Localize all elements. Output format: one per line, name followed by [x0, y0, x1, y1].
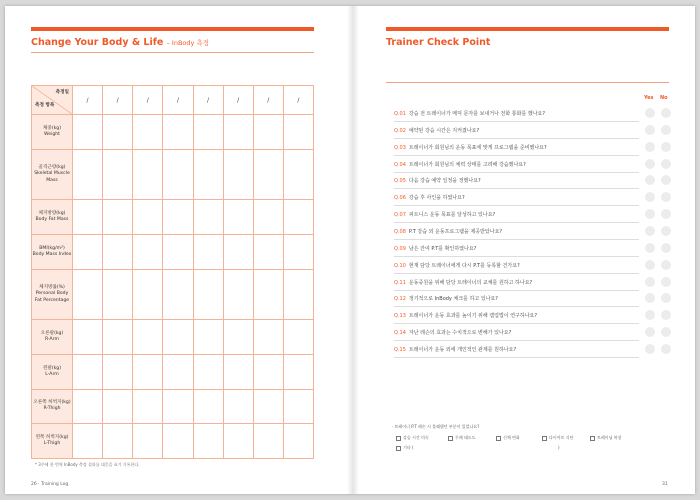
measure-cell[interactable] — [283, 320, 313, 355]
question-text: 피트니스 운동 목표를 달성하고 있나요? — [408, 212, 496, 219]
measure-cell[interactable] — [253, 269, 283, 320]
option-checkbox[interactable] — [396, 435, 429, 441]
table-row — [32, 320, 314, 355]
measure-cell[interactable] — [223, 115, 253, 150]
row-divider — [394, 172, 639, 173]
option-label: 강습 시간 미숙 — [403, 435, 429, 440]
yes-radio[interactable] — [645, 344, 655, 354]
question-item — [394, 279, 532, 286]
checkbox-icon — [396, 446, 401, 451]
measure-cell[interactable] — [253, 235, 283, 270]
row-divider — [394, 256, 639, 257]
row-label-en: Body Mass Index — [32, 251, 72, 257]
measure-cell[interactable] — [103, 320, 133, 355]
measure-cell[interactable] — [103, 200, 133, 235]
row-label — [32, 235, 73, 270]
question-text: P.T 강습 외 운동프로그램을 제공받았나요? — [408, 228, 503, 235]
measure-cell[interactable] — [283, 149, 313, 200]
measure-cell[interactable] — [163, 355, 193, 390]
corner-header-cell — [32, 86, 73, 115]
measure-cell[interactable] — [253, 355, 283, 390]
left-page — [5, 6, 350, 494]
date-cell[interactable]: / — [73, 86, 103, 115]
question-number: Q.06 — [394, 195, 406, 202]
no-radio[interactable] — [661, 310, 671, 320]
table-footnote: * 3주에 한 번씩 InBody 측정 결과를 대응을 표기 기록한다. — [35, 462, 140, 467]
no-radio[interactable] — [661, 125, 671, 135]
measure-cell[interactable] — [253, 200, 283, 235]
row-label-en: L-Thigh — [43, 441, 61, 447]
question-item — [394, 245, 476, 252]
question-number: Q.13 — [394, 313, 406, 320]
date-cell[interactable]: / — [133, 86, 163, 115]
title-underline — [31, 52, 314, 53]
row-label — [32, 149, 73, 200]
yes-radio[interactable] — [645, 175, 655, 185]
checkbox-icon — [448, 436, 453, 441]
row-label — [32, 389, 73, 424]
row-divider — [394, 138, 639, 139]
row-label-ko: 오른팔(kg) — [40, 330, 64, 336]
question-text: 다음 강습 예약 일정을 정했나요? — [408, 178, 481, 185]
measure-cell[interactable] — [103, 235, 133, 270]
measure-cell[interactable] — [73, 389, 103, 424]
date-cell[interactable]: / — [253, 86, 283, 115]
row-divider — [394, 222, 639, 223]
date-cell[interactable]: / — [163, 86, 193, 115]
no-radio[interactable] — [661, 277, 671, 287]
question-text: 트레이너가 운동 효과를 높이기 위해 캠업법이 연구하나요? — [408, 313, 538, 320]
measure-cell[interactable] — [133, 320, 163, 355]
no-radio[interactable] — [661, 293, 671, 303]
no-radio[interactable] — [661, 108, 671, 118]
measure-cell[interactable] — [133, 115, 163, 150]
date-cell[interactable]: / — [223, 86, 253, 115]
measure-cell[interactable] — [253, 320, 283, 355]
measure-cell[interactable] — [133, 149, 163, 200]
measure-cell[interactable] — [223, 424, 253, 459]
page-number: 31 — [662, 482, 668, 487]
yes-radio[interactable] — [645, 125, 655, 135]
table-row — [32, 355, 314, 390]
question-item — [394, 295, 498, 302]
measure-cell[interactable] — [193, 149, 223, 200]
table-row — [32, 424, 314, 459]
page-title-text: Change Your Body & Life — [31, 37, 164, 48]
option-label: 신체 변화 — [503, 435, 520, 440]
question-item — [394, 312, 537, 319]
measure-cell[interactable] — [73, 355, 103, 390]
row-label — [32, 424, 73, 459]
no-radio[interactable] — [661, 344, 671, 354]
right-page — [350, 6, 695, 494]
measure-cell[interactable] — [103, 269, 133, 320]
yes-radio[interactable] — [645, 310, 655, 320]
no-radio[interactable] — [661, 159, 671, 169]
measure-cell[interactable] — [223, 149, 253, 200]
measure-cell[interactable] — [103, 355, 133, 390]
row-label — [32, 320, 73, 355]
measure-cell[interactable] — [223, 389, 253, 424]
row-label-ko: 골격근량(kg) — [38, 165, 66, 171]
row-label-ko: BMI(kg/m²) — [39, 245, 65, 251]
title-underline — [386, 82, 669, 83]
row-label-en: Skeletal Muscle Mass — [34, 171, 70, 183]
measure-cell[interactable] — [283, 115, 313, 150]
page-title: Trainer Check Point — [386, 37, 491, 48]
question-number: Q.11 — [394, 279, 406, 286]
measure-cell[interactable] — [253, 389, 283, 424]
measure-cell[interactable] — [73, 235, 103, 270]
measure-cell[interactable] — [103, 115, 133, 150]
measure-cell[interactable] — [193, 320, 223, 355]
page-title — [31, 37, 209, 48]
page-subtitle: – InBody 측정 — [166, 39, 209, 47]
yes-radio[interactable] — [645, 293, 655, 303]
top-accent-bar — [386, 27, 669, 31]
question-number: Q.07 — [394, 212, 406, 219]
no-radio[interactable] — [661, 142, 671, 152]
row-label-en: Personal Body Fat Percentage — [34, 291, 70, 303]
question-number: Q.01 — [394, 111, 406, 117]
question-text: 현재 담당 트레이너에게 다시 P.T를 등록할 건가요? — [408, 262, 520, 269]
yes-radio[interactable] — [645, 260, 655, 270]
question-item — [394, 262, 520, 269]
question-number: Q.02 — [394, 127, 406, 134]
yes-radio[interactable] — [645, 327, 655, 337]
measure-cell[interactable] — [73, 320, 103, 355]
table-row — [32, 269, 314, 320]
table-row — [32, 200, 314, 235]
checkbox-icon — [496, 436, 501, 441]
measure-cell[interactable] — [193, 269, 223, 320]
measure-cell[interactable] — [283, 424, 313, 459]
no-radio[interactable] — [661, 327, 671, 337]
question-text: 정기적으로 InBody 체크를 하고 있나요? — [408, 296, 498, 303]
row-label-ko: 왼쪽 허벅지(kg) — [35, 434, 69, 440]
measure-cell[interactable] — [73, 115, 103, 150]
yes-radio[interactable] — [645, 192, 655, 202]
header-date-label: 측정일 — [55, 90, 69, 95]
row-label — [32, 269, 73, 320]
question-item — [394, 127, 479, 134]
table-row — [32, 389, 314, 424]
yes-radio[interactable] — [645, 243, 655, 253]
measure-cell[interactable] — [73, 200, 103, 235]
measure-cell[interactable] — [193, 424, 223, 459]
page-number: 26 · Training Log — [31, 482, 69, 487]
measure-cell[interactable] — [283, 389, 313, 424]
table-row — [32, 149, 314, 200]
question-item — [394, 346, 516, 353]
question-text: 남은 잔여 P.T를 확인하였나요? — [408, 245, 477, 252]
measure-cell[interactable] — [253, 115, 283, 150]
question-item — [394, 177, 481, 184]
question-item — [394, 228, 502, 235]
row-label-en: Body Fat Mass — [35, 217, 69, 223]
measure-cell[interactable] — [283, 200, 313, 235]
question-item — [394, 161, 526, 168]
question-text: 강습 전 트레이너가 메딕 문자를 보내거나 전화 통화를 했나요? — [408, 111, 546, 117]
measure-cell[interactable] — [193, 355, 223, 390]
option-checkbox-other[interactable] — [396, 445, 414, 451]
measure-cell[interactable] — [163, 115, 193, 150]
question-text: 운동중원을 위해 담당 트레이너의 교체를 원하고 하나요? — [408, 279, 533, 286]
option-label: 다이어트 식단 — [549, 435, 574, 440]
row-divider — [394, 121, 639, 122]
measure-cell[interactable] — [223, 200, 253, 235]
measure-cell[interactable] — [163, 269, 193, 320]
measure-cell[interactable] — [73, 149, 103, 200]
date-cell[interactable]: / — [193, 86, 223, 115]
question-number: Q.03 — [394, 144, 406, 151]
measure-cell[interactable] — [223, 269, 253, 320]
row-divider — [394, 306, 639, 307]
question-item — [394, 144, 547, 151]
measure-cell[interactable] — [223, 235, 253, 270]
measure-cell[interactable] — [163, 424, 193, 459]
measure-cell[interactable] — [133, 355, 163, 390]
row-label-ko: 체지방률(%) — [39, 285, 65, 291]
question-item — [394, 211, 495, 218]
row-divider — [394, 155, 639, 156]
question-number: Q.12 — [394, 296, 406, 303]
row-label — [32, 200, 73, 235]
measure-cell[interactable] — [133, 269, 163, 320]
measure-cell[interactable] — [193, 115, 223, 150]
question-text: 트레이너가 운동 외에 개인적인 관계를 원하나요? — [408, 346, 517, 353]
row-divider — [394, 323, 639, 324]
row-label — [32, 355, 73, 390]
question-number: Q.04 — [394, 161, 406, 168]
top-accent-bar — [31, 27, 314, 31]
measure-cell[interactable] — [133, 200, 163, 235]
question-item — [394, 329, 511, 336]
measure-cell[interactable] — [163, 235, 193, 270]
option-checkbox[interactable] — [542, 435, 573, 441]
measure-cell[interactable] — [283, 269, 313, 320]
option-checkbox[interactable] — [496, 435, 520, 441]
measure-cell[interactable] — [103, 389, 133, 424]
row-divider — [394, 290, 639, 291]
row-divider — [394, 340, 639, 341]
row-label-en: L-Arm — [45, 371, 59, 377]
yes-column-label: Yes — [644, 95, 654, 101]
measure-cell[interactable] — [163, 320, 193, 355]
measure-cell[interactable] — [73, 269, 103, 320]
yes-radio[interactable] — [645, 226, 655, 236]
measure-cell[interactable] — [223, 320, 253, 355]
measure-cell[interactable] — [223, 355, 253, 390]
question-item — [394, 110, 545, 117]
no-column-label: No — [660, 95, 668, 101]
question-text: 자난 레슨의 효과는 수치적으로 변해가 있나요? — [408, 330, 512, 337]
option-checkbox[interactable] — [448, 435, 476, 441]
row-divider — [394, 273, 639, 274]
table-header-row — [32, 86, 314, 115]
question-text: 강습 후 사인을 하였나요? — [408, 195, 465, 202]
row-divider — [394, 188, 639, 189]
measure-cell[interactable] — [163, 389, 193, 424]
question-item — [394, 194, 465, 201]
row-label-ko: 체지방량(kg) — [38, 210, 66, 216]
measure-cell[interactable] — [133, 389, 163, 424]
row-divider — [394, 239, 639, 240]
question-text: 트레이너가 회원님의 운동 목표에 맞게 프로그램을 준비했나요? — [408, 144, 547, 151]
question-text: 예약된 강습 시간은 지켜졌나요? — [408, 127, 480, 134]
table-row — [32, 115, 314, 150]
no-radio[interactable] — [661, 209, 671, 219]
date-cell[interactable]: / — [103, 86, 133, 115]
header-item-label: 측정 항목 — [35, 102, 55, 108]
yes-radio[interactable] — [645, 142, 655, 152]
no-radio[interactable] — [661, 260, 671, 270]
yes-radio[interactable] — [645, 159, 655, 169]
no-radio[interactable] — [661, 226, 671, 236]
measure-cell[interactable] — [283, 355, 313, 390]
question-number: Q.05 — [394, 178, 406, 185]
measure-cell[interactable] — [103, 424, 133, 459]
measure-cell[interactable] — [133, 235, 163, 270]
question-number: Q.10 — [394, 262, 406, 269]
measure-cell[interactable] — [103, 149, 133, 200]
question-number: Q.08 — [394, 228, 406, 235]
row-label-ko: 왼팔(kg) — [42, 365, 62, 371]
row-label-en: R-Arm — [45, 337, 59, 343]
no-radio[interactable] — [661, 192, 671, 202]
measure-cell[interactable] — [193, 235, 223, 270]
row-label-ko: 체중(kg) — [42, 125, 62, 131]
question-number: Q.14 — [394, 330, 406, 337]
inbody-measurement-table — [31, 85, 314, 459]
measure-cell[interactable] — [253, 149, 283, 200]
row-label-en: R-Thigh — [43, 406, 61, 412]
measure-cell[interactable] — [163, 149, 193, 200]
date-cell[interactable]: / — [283, 86, 313, 115]
no-radio[interactable] — [661, 175, 671, 185]
measure-cell[interactable] — [133, 424, 163, 459]
option-label: 트레이닝 복장 — [597, 435, 622, 440]
row-label-en: Weight — [43, 131, 60, 137]
row-divider — [394, 357, 639, 358]
measure-cell[interactable] — [283, 235, 313, 270]
checkbox-icon — [542, 436, 547, 441]
measure-cell[interactable] — [193, 389, 223, 424]
question-text: 트레이너가 회원님의 체력 상태를 고려해 강습했나요? — [408, 161, 526, 168]
row-label — [32, 115, 73, 150]
no-radio[interactable] — [661, 243, 671, 253]
measure-cell[interactable] — [253, 424, 283, 459]
yes-radio[interactable] — [645, 277, 655, 287]
question-number: Q.15 — [394, 346, 406, 353]
measure-cell[interactable] — [193, 200, 223, 235]
checkbox-icon — [396, 436, 401, 441]
option-label: 무례 태도도 — [455, 435, 476, 440]
checkbox-icon — [590, 436, 595, 441]
feedback-question: · 트레이너 P.T 레슨 시 불쾌했던 부분이 있었나요? — [392, 424, 480, 429]
yes-radio[interactable] — [645, 108, 655, 118]
question-number: Q.09 — [394, 245, 406, 252]
measure-cell[interactable] — [73, 424, 103, 459]
option-checkbox[interactable] — [590, 435, 621, 441]
row-label-ko: 오른쪽 허벅지(kg) — [33, 400, 71, 406]
yes-radio[interactable] — [645, 209, 655, 219]
option-label: 기타 ( — [403, 445, 414, 450]
option-close-paren: ) — [558, 445, 560, 450]
table-row — [32, 235, 314, 270]
book-spread — [5, 6, 695, 494]
measure-cell[interactable] — [163, 200, 193, 235]
row-divider — [394, 205, 639, 206]
